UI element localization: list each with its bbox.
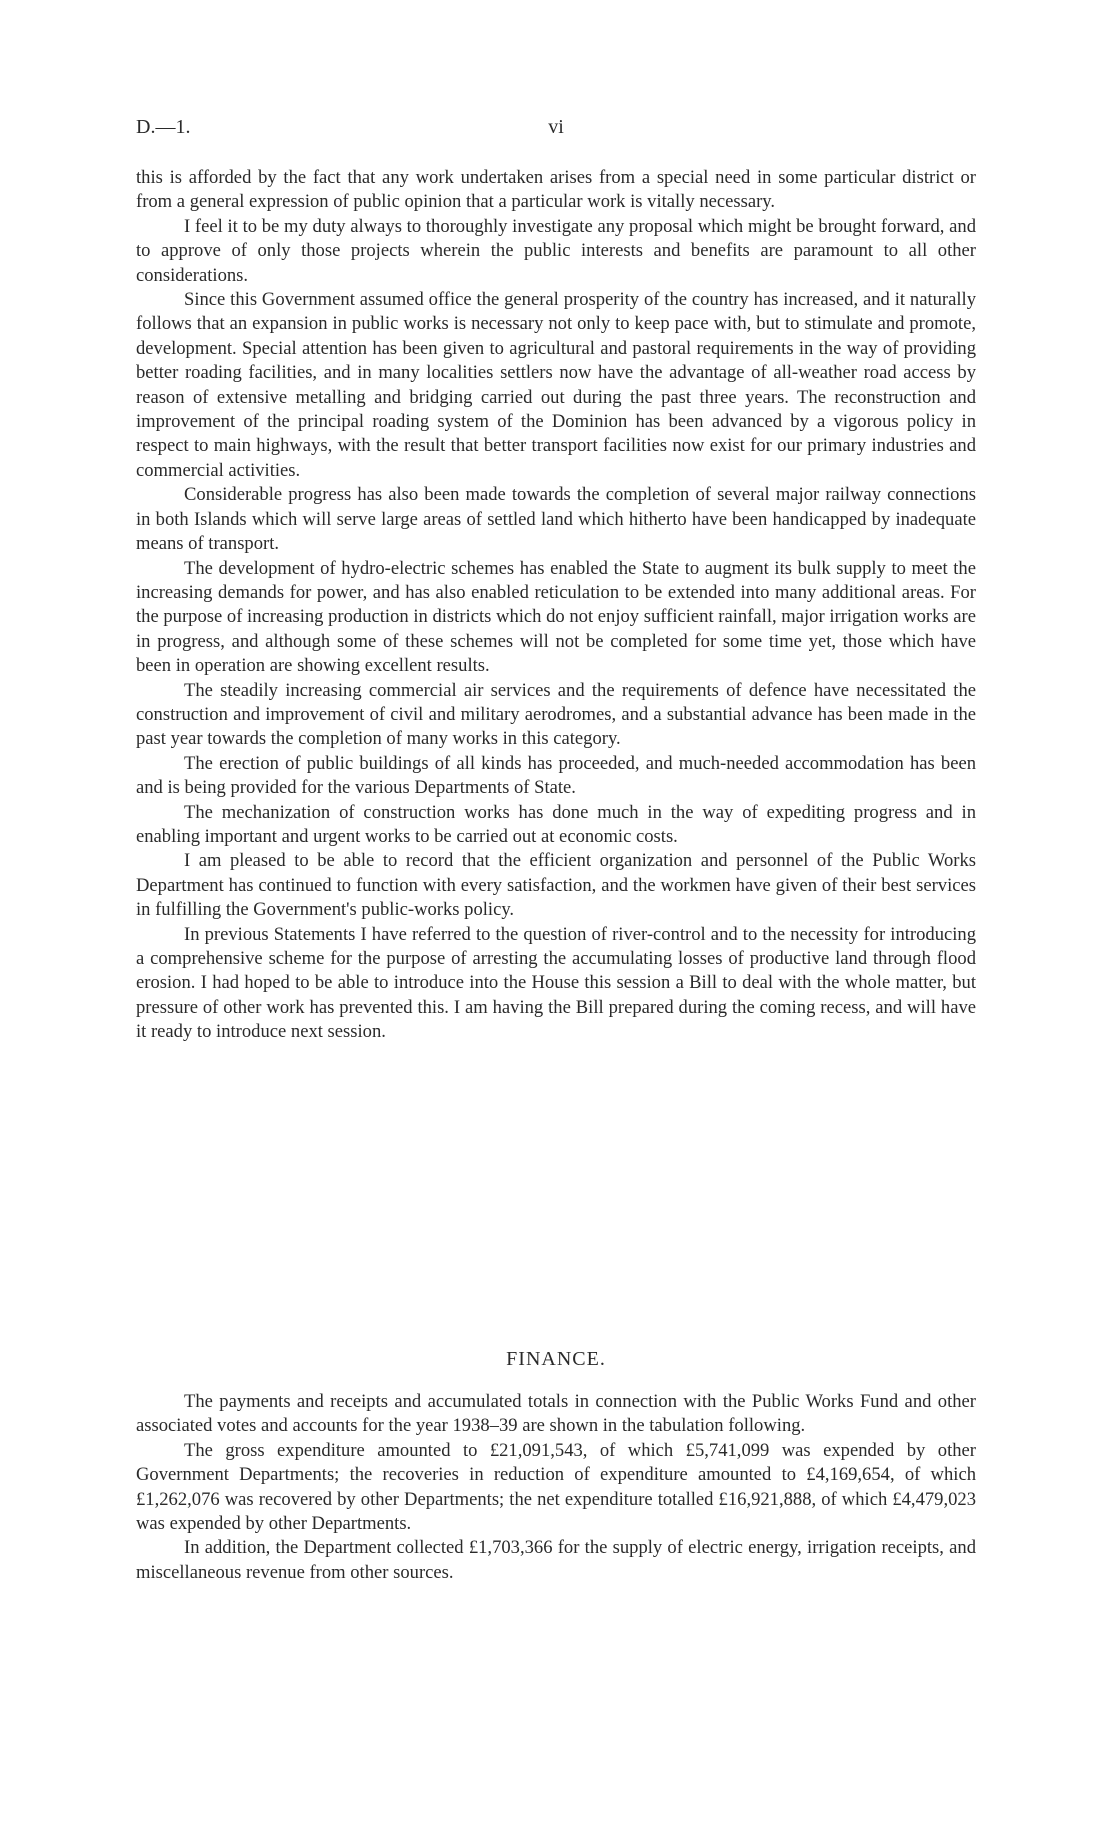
paragraph-river-control: In previous Statements I have referred to the question of river-control and to the necessity for introducing a comprehensive scheme for the purpose of arresting the accumulating losses of productive land through flood erosion. I had hoped to be able to introduce into the House this session a Bill to deal with the whole matter, but pressure of other work has prevented this. I am having the Bill prepared during the coming recess, and will have it ready to introduce next session.: [136, 923, 976, 1043]
finance-paragraph-payments: The payments and receipts and accumulated totals in connection with the Public Works Fund and other associated votes and accounts for the year 1938–39 are shown in the tabulation following.: [136, 1391, 976, 1437]
section-heading-finance: FINANCE.: [506, 1348, 606, 1370]
paragraph-prosperity: Since this Government assumed office the general prosperity of the country has increased, and it naturally follows that an expansion in public works is necessary not only to keep pace with, but to stimulate and promote, development. Special attention has been given to agricultural and pastoral requirements in the way of providing better roading facilities, and in many localities settlers now have the advantage of all-weather road access by reason of extensive metalling and bridging carried out during the past three years. The reconstruction and improvement of the principal roading system of the Dominion has been advanced by a vigorous policy in respect to main highways, with the result that better transport facilities now exist for our primary industries and commercial activities.: [136, 289, 976, 481]
page-number: vi: [548, 116, 564, 138]
paragraph-continuation: this is afforded by the fact that any work undertaken arises from a special need in some particular district or from a general expression of public opinion that a particular work is vitally necessary.: [136, 167, 976, 213]
paragraph-public-buildings: The erection of public buildings of all kinds has proceeded, and much-needed accommodation has been and is being provided for the various Departments of State.: [136, 752, 976, 799]
paragraph-hydro-electric: The development of hydro-electric schemes has enabled the State to augment its bulk supply to meet the increasing demands for power, and has also enabled reticulation to be extended into many additional areas. For the purpose of increasing production in districts which do not enjoy sufficient rainfall, major irrigation works are in progress, and although some of these schemes will not be completed for some time yet, those which have been in operation are showing excellent results.: [136, 557, 976, 677]
paragraph-railway: Considerable progress has also been made towards the completion of several major railway connections in both Islands which will serve large areas of settled land which hitherto have been handicapped by inadequate means of transport.: [136, 484, 976, 555]
page-reference: D.—1.: [136, 116, 191, 138]
paragraph-duty: I feel it to be my duty always to thoroughly investigate any proposal which might be brought forward, and to approve of only those projects wherein the public interests and benefits are paramount to all other considerations.: [136, 215, 976, 286]
paragraph-organization: I am pleased to be able to record that the efficient organization and personnel of the Public Works Department has continued to function with every satisfaction, and the workmen have given of their best services in fulfilling the Government's public-works policy.: [136, 850, 976, 921]
paragraph-air-services: The steadily increasing commercial air services and the requirements of defence have necessitated the construction and improvement of civil and military aerodromes, and a substantial advance has been made in the past year towards the completion of many works in this category.: [136, 679, 976, 750]
finance-paragraph-collections: In addition, the Department collected £1,703,366 for the supply of electric energy, irrigation receipts, and miscellaneous revenue from other sources.: [136, 1537, 976, 1583]
body-text: [136, 166, 976, 1045]
finance-paragraph-expenditure: The gross expenditure amounted to £21,091,543, of which £5,741,099 was expended by other Government Departments; the recoveries in reduction of expenditure amounted to £4,169,654, of which £1,262,076 was recovered by other Departments; the net expenditure totalled £16,921,888, of which £4,479,023 was expended by other Departments.: [136, 1439, 976, 1535]
finance-section: [136, 1390, 976, 1585]
page-header: [136, 116, 976, 144]
paragraph-mechanization: The mechanization of construction works has done much in the way of expediting progress and in enabling important and urgent works to be carried out at economic costs.: [136, 801, 976, 847]
